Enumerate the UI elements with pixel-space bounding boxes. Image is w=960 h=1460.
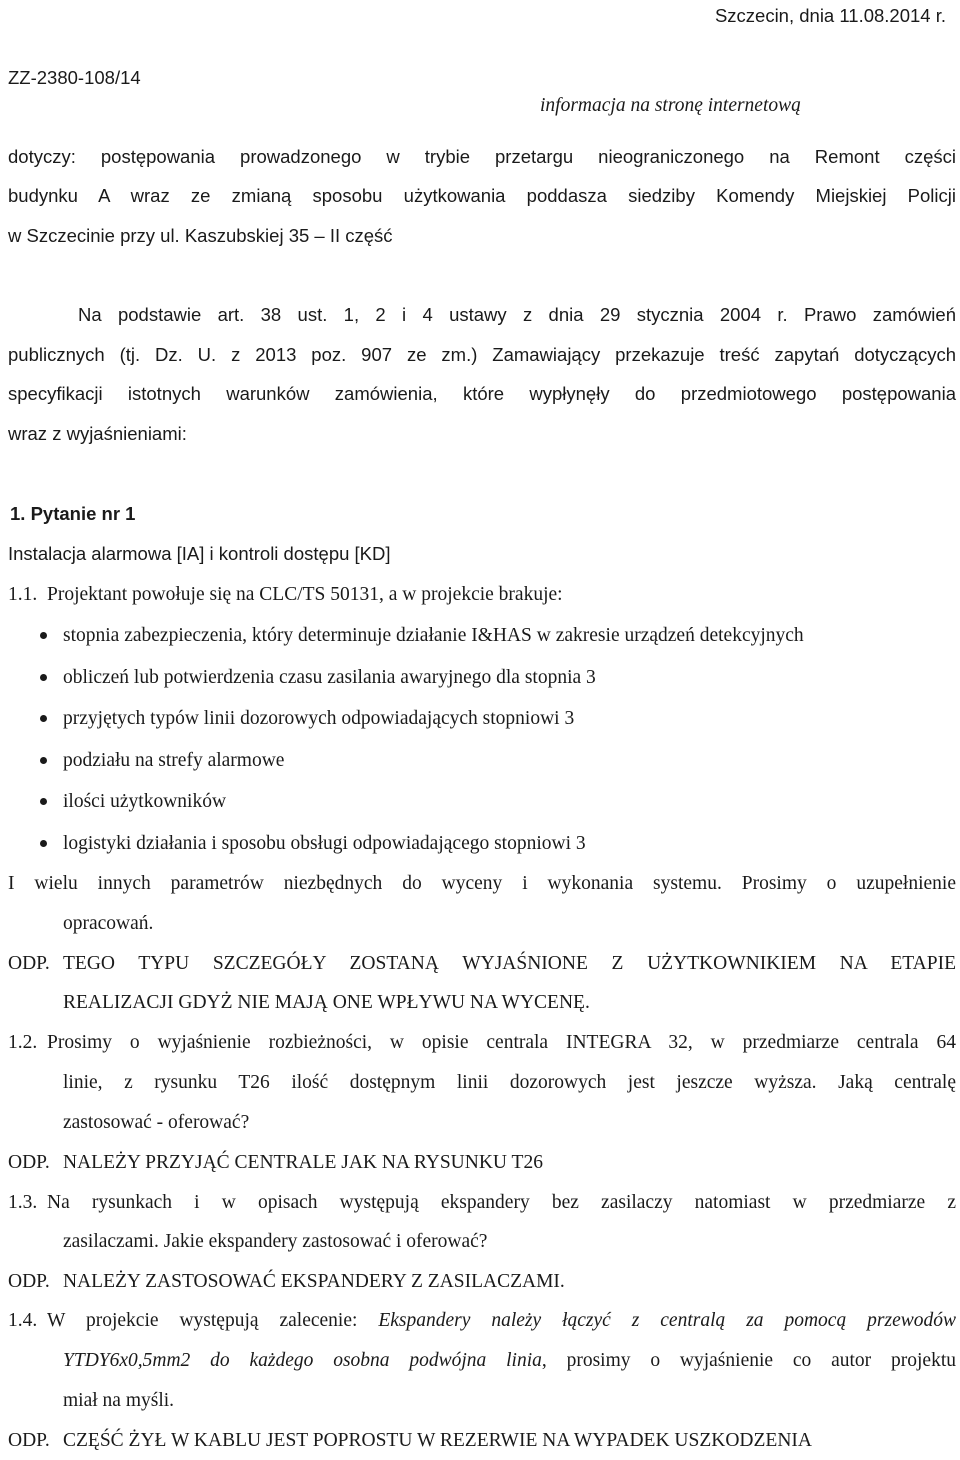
- question-heading: 1. Pytanie nr 1: [10, 503, 136, 524]
- item-line: zastosować - oferować?: [63, 1112, 250, 1133]
- item-line: YTDY6x0,5mm2 do każdego osobna podwójna linia, prosimy o wyjaśnienie co autor projektu: [63, 1350, 956, 1371]
- item-line: W projekcie występują zalecenie: Ekspandery należy łączyć z centralą za pomocą przewodów: [47, 1310, 956, 1331]
- subject-line: dotyczy: postępowania prowadzonego w trybie przetargu nieograniczonego na Remont części: [8, 146, 956, 167]
- item-line: Prosimy o wyjaśnienie rozbieżności, w opisie centrala INTEGRA 32, w przedmiarze centrala 64: [47, 1032, 956, 1053]
- item-line: zasilaczami. Jakie ekspandery zastosować i oferować?: [63, 1231, 488, 1252]
- item-label: 1.4.: [8, 1310, 38, 1331]
- subject-line: budynku A wraz ze zmianą sposobu użytkowania poddasza siedziby Komendy Miejskiej Policji: [8, 185, 956, 206]
- item-line: linie, z rysunku T26 ilość dostępnym linii dozorowych jest jeszcze wyższa. Jaką centralę: [63, 1072, 956, 1093]
- item-text: Projektant powołuje się na CLC/TS 50131, a w projekcie brakuje:: [47, 584, 563, 605]
- answer-label: ODP.: [8, 1152, 50, 1173]
- closing-line: I wielu innych parametrów niezbędnych do wyceny i wykonania systemu. Prosimy o uzupełnienie: [8, 873, 956, 894]
- answer-line: NALEŻY ZASTOSOWAĆ EKSPANDERY Z ZASILACZAMI.: [63, 1271, 565, 1292]
- answer-label: ODP.: [8, 1271, 50, 1292]
- answer-line: TEGO TYPU SZCZEGÓŁY ZOSTANĄ WYJAŚNIONE Z UŻYTKOWNIKIEM NA ETAPIE: [63, 953, 956, 974]
- answer-line: NALEŻY PRZYJĄĆ CENTRALE JAK NA RYSUNKU T26: [63, 1152, 543, 1173]
- bullet-icon: [40, 798, 47, 805]
- answer-line: REALIZACJI GDYŻ NIE MAJĄ ONE WPŁYWU NA WYCENĘ.: [63, 992, 590, 1013]
- legal-line: publicznych (tj. Dz. U. z 2013 poz. 907 ze zm.) Zamawiający przekazuje treść zapytań dotyczących: [8, 344, 956, 365]
- bullet-icon: [40, 674, 47, 681]
- legal-line: specyfikacji istotnych warunków zamówienia, które wypłynęły do przedmiotowego postępowania: [8, 383, 956, 404]
- item-line: miał na myśli.: [63, 1390, 175, 1411]
- bullet-icon: [40, 840, 47, 847]
- answer-label: ODP.: [8, 953, 50, 974]
- legal-line: wraz z wyjaśnieniami:: [8, 423, 187, 444]
- bullet-icon: [40, 632, 47, 639]
- subject-line: w Szczecinie przy ul. Kaszubskiej 35 – II część: [8, 225, 393, 246]
- item-line: Na rysunkach i w opisach występują ekspandery bez zasilaczy natomiast w przedmiarze z: [47, 1192, 956, 1213]
- reference-number: ZZ-2380-108/14: [8, 67, 141, 88]
- item-label: 1.2.: [8, 1032, 38, 1053]
- legal-line: Na podstawie art. 38 ust. 1, 2 i 4 ustawy z dnia 29 stycznia 2004 r. Prawo zamówień: [78, 304, 956, 325]
- bullet-icon: [40, 715, 47, 722]
- document-date: Szczecin, dnia 11.08.2014 r.: [714, 5, 946, 26]
- answer-label: ODP.: [8, 1430, 50, 1451]
- item-label: 1.3.: [8, 1192, 38, 1213]
- question-subheading: Instalacja alarmowa [IA] i kontroli dostępu [KD]: [8, 543, 391, 564]
- item-label: 1.1.: [8, 584, 38, 605]
- bullet-icon: [40, 757, 47, 764]
- closing-line: opracowań.: [63, 913, 154, 934]
- answer-line: CZĘŚĆ ŻYŁ W KABLU JEST POPROSTU W REZERWIE NA WYPADEK USZKODZENIA: [63, 1430, 812, 1451]
- info-note: informacja na stronę internetową: [540, 95, 801, 116]
